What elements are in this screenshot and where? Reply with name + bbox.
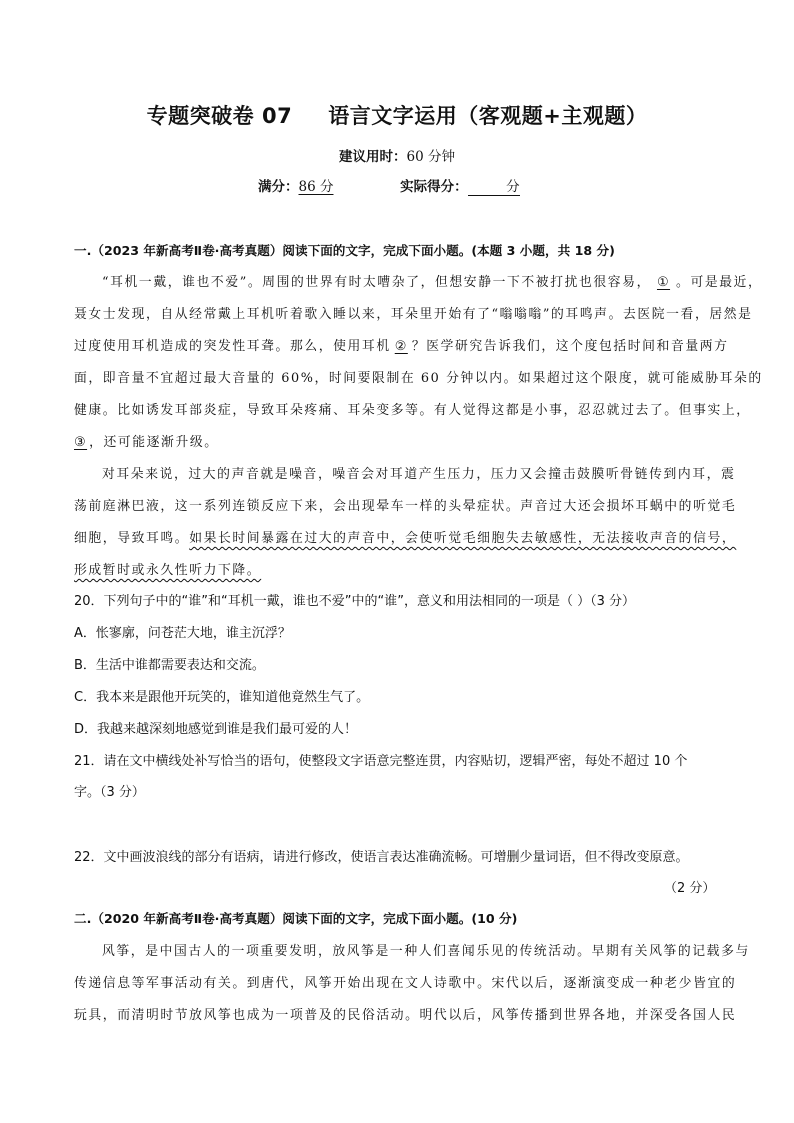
wavy-underlined-text: 形成暂时或永久性听力下降。 (74, 563, 262, 578)
option-a[interactable]: A．怅寥廓，问苍茫大地，谁主沉浮？ (74, 626, 291, 641)
suggested-time (0, 145, 794, 165)
score-line (258, 175, 520, 196)
passage1-line: 健康。比如诱发耳部炎症，导致耳朵疼痛、耳朵变多等。有人觉得这都是小事，忍忍就过去了。但事实上， (74, 403, 751, 418)
text: 。可是最近， (676, 275, 763, 290)
passage1-line: 聂女士发现，自从经常戴上耳机听着歌入睡以来，耳朵里开始有了“嗡嗡嗡”的耳鸣声。去医院一看，居然是 (74, 307, 753, 322)
page-title (0, 100, 794, 130)
actual-score-label: 实际得分： (400, 179, 468, 195)
full-score-value: 86 分 (298, 179, 334, 195)
text: 细胞，导致耳鸣。 (74, 531, 190, 546)
time-value: 60 分钟 (406, 149, 455, 165)
wavy-underlined-text: 如果长时间暴露在过大的声音中，会使听觉毛细胞失去敏感性，无法接收声音的信号， (189, 531, 737, 546)
section1-heading: 一.（2023 年新高考Ⅱ卷·高考真题）阅读下面的文字，完成下面小题。(本题 3 小题，共 18 分) (74, 243, 615, 258)
title-right: 语言文字运用（客观题+主观题） (328, 104, 648, 128)
passage1-line (74, 431, 724, 450)
blank-2[interactable]: ② (394, 339, 408, 354)
option-b[interactable]: B．生活中谁都需要表达和交流。 (74, 658, 265, 673)
passage3-line: 玩具，而清明时节放风筝也成为一项普及的民俗活动。明代以后，风筝传播到世界各地，并深受各国人民 (74, 1008, 737, 1023)
passage1-line (102, 271, 763, 290)
option-c[interactable]: C．我本来是跟他开玩笑的，谁知道他竟然生气了。 (74, 690, 370, 705)
blank-3[interactable]: ③ (74, 435, 88, 450)
question-21-cont: 字。（3 分） (74, 785, 145, 800)
question-20: 20．下列句子中的“谁”和“耳机一戴，谁也不爱”中的“谁”，意义和用法相同的一项是（ ）（3 分） (74, 594, 635, 609)
title-left: 专题突破卷 07 (146, 104, 293, 128)
section2-heading: 二.（2020 年新高考Ⅱ卷·高考真题）阅读下面的文字，完成下面小题。(10 分) (74, 911, 518, 926)
passage3-line: 传递信息等军事活动有关。到唐代，风筝开始出现在文人诗歌中。宋代以后，逐渐演变成一种老少皆宜的 (74, 976, 737, 991)
actual-score-blank[interactable] (468, 175, 520, 196)
option-d[interactable]: D．我越来越深刻地感觉到谁是我们最可爱的人！ (74, 722, 358, 737)
passage1-line: 面，即音量不宜超过最大音量的 60%，时间要限制在 60 分钟以内。如果超过这个限度，就可能威胁耳朵的 (74, 371, 763, 386)
actual-score-unit: 分 (506, 179, 520, 195)
passage3-line: 风筝，是中国古人的一项重要发明，放风筝是一种人们喜闻乐见的传统活动。早期有关风筝的记载多与 (102, 944, 750, 959)
passage2-line: 对耳朵来说，过大的声音就是噪音，噪音会对耳道产生压力，压力又会撞击鼓膜听骨链传到内耳，震 (102, 467, 736, 482)
question-22: 22．文中画波浪线的部分有语病，请进行修改，使语言表达准确流畅。可增删少量词语，但不得改变原意。 (74, 850, 689, 865)
full-score-label: 满分： (258, 179, 299, 195)
text: ？医学研究告诉我们，这个度包括时间和音量两方 (411, 339, 729, 354)
blank-1[interactable]: ① (656, 275, 671, 290)
passage2-line: 荡前庭淋巴液，这一系列连锁反应下来，会出现晕车一样的头晕症状。声音过大还会损坏耳蜗中的听觉毛 (74, 499, 737, 514)
text: ，还可能逐渐升级。 (89, 435, 219, 450)
question-22-points: （2 分） (664, 881, 716, 896)
text: 过度使用耳机造成的突发性耳聋。那么，使用耳机 (74, 339, 391, 354)
passage1-line (74, 335, 729, 354)
passage2-line (74, 527, 737, 546)
text: “耳机一戴，谁也不爱”。周围的世界有时太嘈杂了，但想安静一下不被打扰也很容易， (102, 275, 651, 290)
passage2-line (74, 559, 724, 578)
question-21: 21．请在文中横线处补写恰当的语句，使整段文字语意完整连贯，内容贴切，逻辑严密，每处不超过 10 个 (74, 754, 688, 769)
time-label: 建议用时： (339, 149, 407, 165)
